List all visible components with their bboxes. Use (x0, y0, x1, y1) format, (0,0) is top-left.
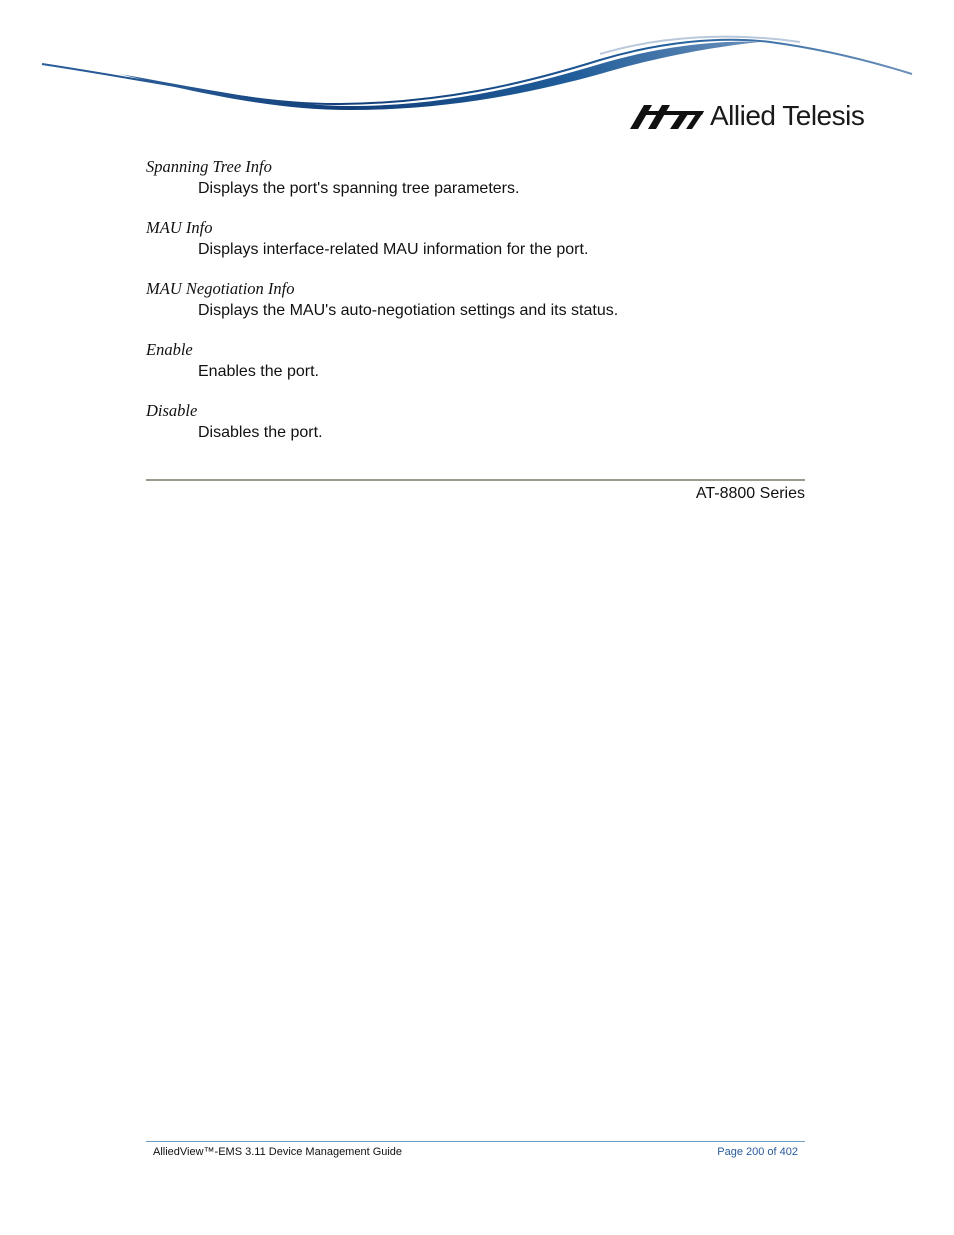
section-divider (146, 479, 805, 481)
series-label: AT-8800 Series (695, 485, 805, 502)
footer-guide-title: AlliedView™-EMS 3.11 Device Management Guide (153, 1146, 403, 1158)
definition-term: MAU Info (146, 218, 213, 237)
definition-term: Disable (146, 401, 198, 420)
definition-description: Displays the MAU's auto-negotiation settings and its status. (198, 302, 619, 319)
allied-telesis-logo (630, 100, 864, 132)
definition-description: Displays interface-related MAU information for the port. (198, 241, 589, 258)
allied-telesis-logo-icon (630, 101, 704, 131)
definition-description: Displays the port's spanning tree parameters. (198, 180, 520, 197)
logo-text: Allied Telesis (710, 100, 865, 131)
definition-term: Enable (146, 340, 193, 359)
footer-divider (146, 1141, 805, 1142)
definition-description: Enables the port. (198, 363, 319, 380)
definition-term: Spanning Tree Info (146, 157, 272, 176)
definition-term: MAU Negotiation Info (146, 279, 295, 298)
definition-list (146, 156, 806, 461)
definition-description: Disables the port. (198, 424, 323, 441)
footer-page-number: Page 200 of 402 (717, 1146, 798, 1158)
